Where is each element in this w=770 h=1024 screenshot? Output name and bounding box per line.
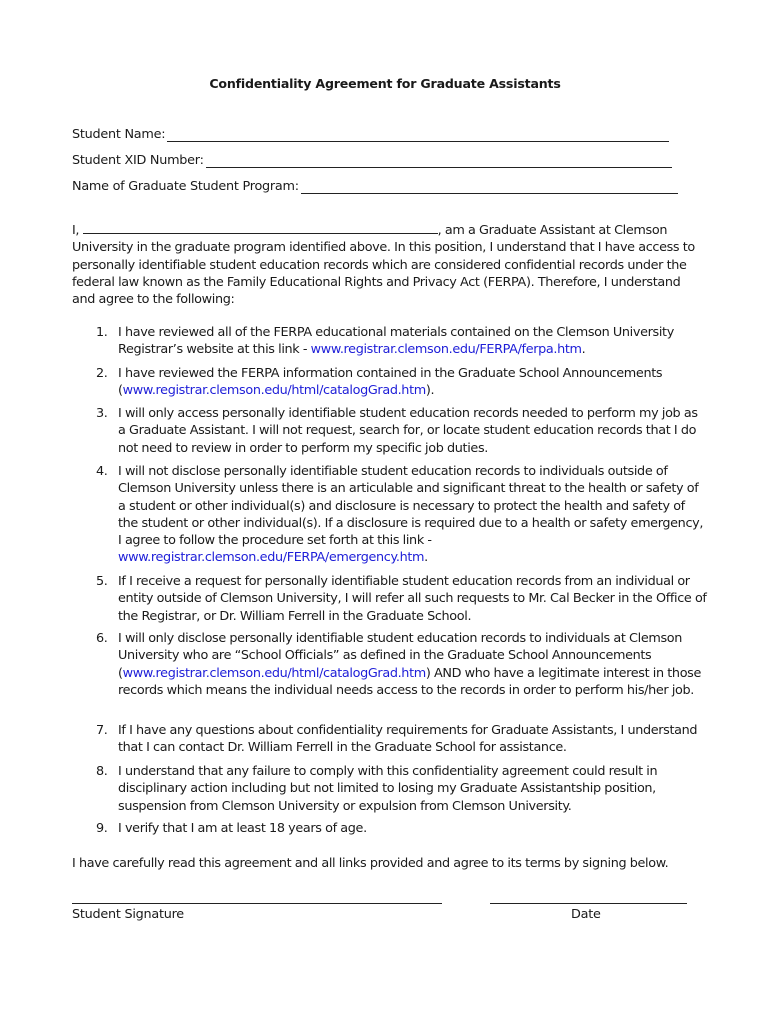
item-number: 1. [96, 325, 108, 340]
student-name-input-line[interactable] [167, 129, 669, 142]
item-text-end: . [581, 342, 586, 358]
signature-label: Student Signature [72, 907, 184, 922]
item-number: 5. [96, 574, 108, 589]
program-name-field[interactable] [72, 179, 678, 194]
item-text: I verify that I am at least 18 years of age. [118, 821, 367, 836]
item-text-end: ). [425, 383, 435, 399]
item-text: If I have any questions about confidentiality requirements for Graduate Assistants, I understand that I can contact Dr. William Ferrell in the Graduate School for assistance. [118, 723, 698, 756]
item-text: I have reviewed all of the FERPA educational materials contained on the Clemson University Registrar’s website at this link - [118, 325, 674, 358]
item-text: I have reviewed the FERPA information contained in the Graduate School Announcements ( [118, 366, 663, 399]
intro-text: , am a Graduate Assistant at Clemson University in the graduate program identified above. In this position, I understand that I have access to personally identifiable student education records which are considered confidential records under the federal law known as the Family Educational Rights and Privacy Act (FERPA). Therefore, I understand and agree to the following: [72, 223, 695, 308]
item-text: I will not disclose personally identifiable student education records to individuals outside of Clemson University unless there is an articulable and significant threat to the health or safety of a student or other individual(s) and disclosure is necessary to protect the health and safety of the student or other individual(s). If a disclosure is required due to a health or safety emergency, I agree to follow the procedure set forth at this link - [118, 464, 704, 549]
program-name-input-line[interactable] [301, 181, 678, 194]
item-number: 9. [96, 821, 108, 836]
item-text: I understand that any failure to comply with this confidentiality agreement could result in disciplinary action including but not limited to losing my Graduate Assistantship position, suspension from Clemson University or expulsion from Clemson University. [118, 764, 658, 814]
date-line[interactable] [490, 903, 687, 904]
student-xid-label: Student XID Number: [72, 153, 204, 168]
catalog-grad-link[interactable]: www.registrar.clemson.edu/html/catalogGrad.htm [122, 665, 426, 681]
date-label: Date [571, 907, 601, 922]
item-number: 3. [96, 406, 108, 421]
item-text: I will only access personally identifiable student education records needed to perform my job as a Graduate Assistant. I will not request, search for, or locate student education records that I do not need to review in order to perform my specific job duties. [118, 406, 698, 456]
signature-line[interactable] [72, 903, 442, 904]
item-text: I will only disclose personally identifiable student education records to individuals at Clemson University who are “School Officials” as defined in the Graduate School Announcements ( [118, 631, 683, 681]
student-xid-input-line[interactable] [206, 155, 672, 168]
catalog-grad-link[interactable]: www.registrar.clemson.edu/html/catalogGrad.htm [122, 383, 426, 399]
item-number: 4. [96, 464, 108, 479]
emergency-link[interactable]: www.registrar.clemson.edu/FERPA/emergency.htm [118, 550, 425, 566]
item-text-end: ) AND who have a legitimate interest in those records which means the individual needs access to the records in order to perform his/her job. [118, 665, 702, 698]
intro-name-blank[interactable] [83, 222, 438, 234]
student-name-label: Student Name: [72, 127, 166, 142]
item-text-end: . [424, 550, 428, 566]
item-number: 7. [96, 723, 108, 738]
ferpa-link[interactable]: www.registrar.clemson.edu/FERPA/ferpa.htm [310, 342, 582, 358]
intro-prefix: I, [72, 223, 83, 238]
item-number: 6. [96, 631, 108, 646]
closing-statement: I have carefully read this agreement and all links provided and agree to its terms by signing below. [72, 856, 669, 871]
student-xid-field[interactable] [72, 153, 672, 168]
item-number: 2. [96, 366, 108, 381]
item-text: If I receive a request for personally identifiable student education records from an individual or entity outside of Clemson University, I will refer all such requests to Mr. Cal Becker in the Office of the Registrar, or Dr. William Ferrell in the Graduate School. [118, 574, 707, 624]
intro-paragraph [72, 222, 702, 308]
item-number: 8. [96, 764, 108, 779]
student-name-field[interactable] [72, 127, 669, 142]
program-name-label: Name of Graduate Student Program: [72, 179, 299, 194]
document-title: Confidentiality Agreement for Graduate Assistants [209, 76, 561, 91]
